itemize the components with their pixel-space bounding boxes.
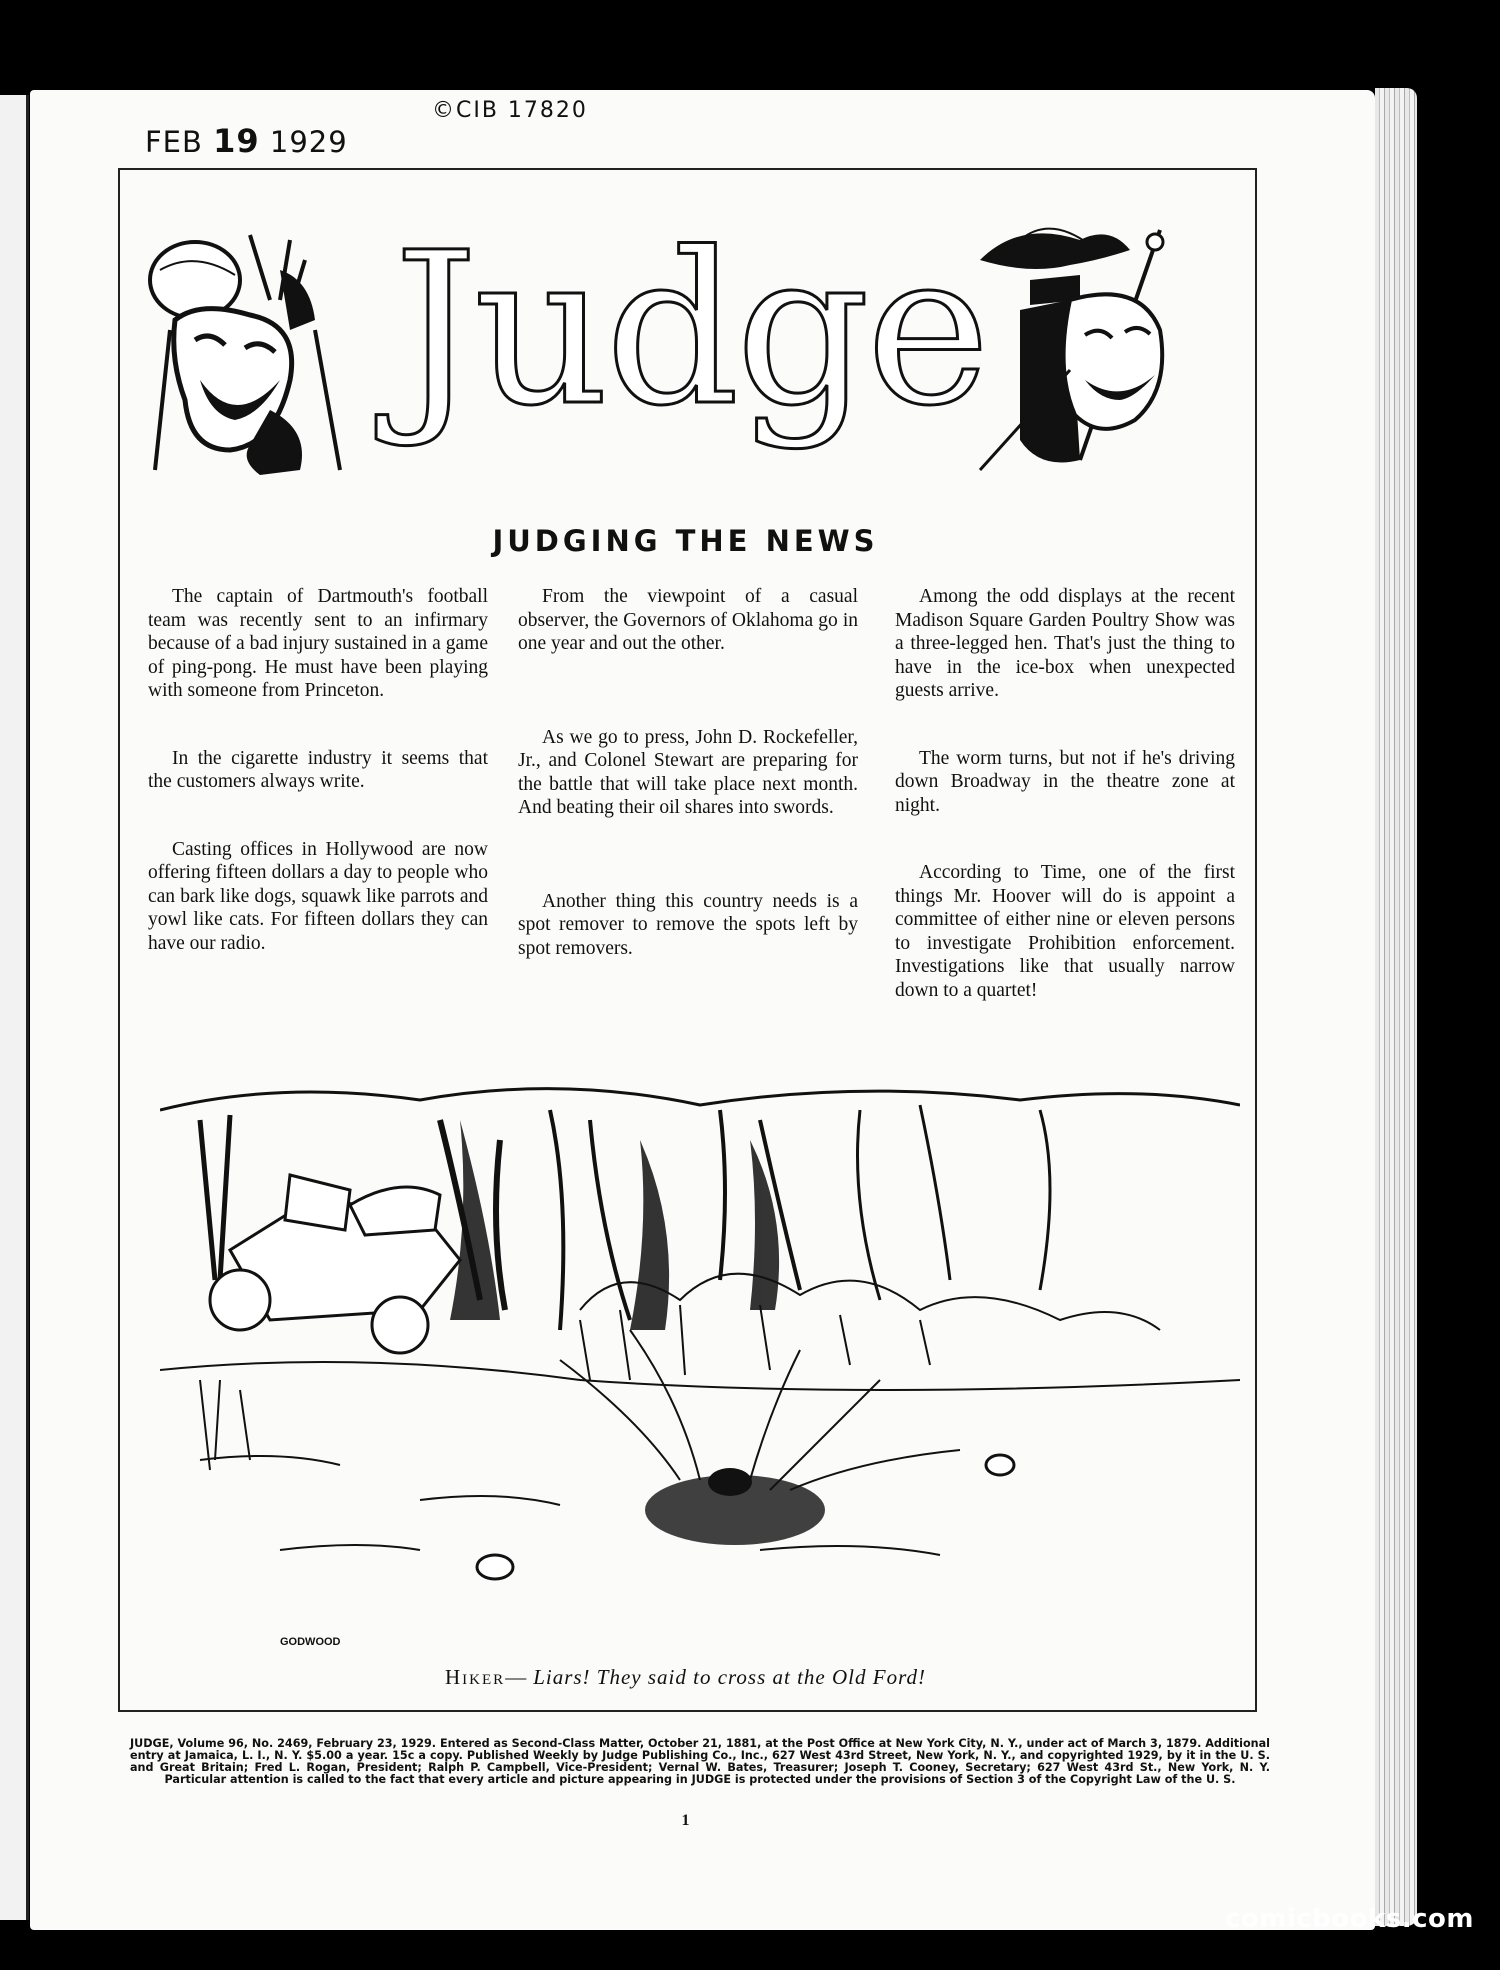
news-item: The worm turns, but not if he's driving down Broadway in the theatre zone at night. — [895, 747, 1235, 816]
stamp-year: 1929 — [269, 125, 348, 159]
section-title: JUDGING THE NEWS — [492, 524, 879, 558]
publication-notice: JUDGE, Volume 96, No. 2469, February 23, 1929. Entered as Second-Class Matter, October 21, 1881, at the Post Office at New York City, N. Y., under act of March 3, 1879. Additional entry at Jamaica, L. I., N. Y. $5.00 a year. 15c a copy. Published Weekly by Judge Publishing Co., Inc., 627 West 43rd Street, New York, N. Y., and copyrighted 1929, by it in the U. S. and Great Britain; Fred L. Rogan, President; Ralph P. Campbell, Vice-President; Vernal W. Bates, Treasurer; Joseph T. Cooney, Secretary; 627 West 43rd St., New York, N. Y. Particular attention is called to the fact that every article and picture appearing in JUDGE is protected under the provisions of Section 3 of the Copyright Law of the U. S. — [130, 1737, 1270, 1786]
news-item: As we go to press, John D. Rockefeller, Jr., and Colonel Stewart are preparing for the battle that will take place next month. And beating their oil shares into swords. — [518, 726, 858, 818]
laughing-mask-icon — [140, 230, 360, 480]
cartoon-illustration — [160, 1080, 1240, 1665]
news-item: In the cigarette industry it seems that the customers always write. — [148, 747, 488, 792]
news-column-2 — [518, 585, 858, 1030]
news-item: Another thing this country needs is a spot remover to remove the spots left by spot removers. — [518, 890, 858, 959]
news-item: The captain of Dartmouth's football team was recently sent to an infirmary because of a bad injury sustained in a game of ping-pong. He must have been playing with someone from Princeton. — [148, 586, 488, 701]
received-date-stamp — [145, 122, 348, 160]
artist-signature: GODWOOD — [280, 1636, 341, 1648]
news-column-1 — [148, 585, 488, 999]
news-item: Casting offices in Hollywood are now offering fifteen dollars a day to people who can bark like dogs, squawk like parrots and yowl like cats. For fifteen dollars they can have our radio. — [148, 838, 488, 954]
news-column-3 — [895, 585, 1235, 1046]
judge-logo: Judge — [393, 207, 987, 452]
masthead — [140, 207, 1240, 490]
stamp-month: FEB — [145, 125, 203, 159]
caption-line: Liars! They said to cross at the Old Ford! — [533, 1665, 926, 1689]
smiling-mask-icon — [960, 220, 1200, 480]
book-page-edges — [1375, 88, 1417, 1926]
previous-page-edge — [0, 95, 29, 1920]
news-item: According to Time, one of the first things Mr. Hoover will do is appoint a committee of either nine or eleven persons to investigate Prohibition enforcement. Investigations like that usually narrow down to a quartet! — [895, 862, 1235, 1001]
copyright-stamp: ©CIB 17820 — [432, 98, 588, 123]
page-number: 1 — [681, 1812, 690, 1829]
caption-speaker: Hiker — [445, 1665, 506, 1689]
stamp-day: 19 — [213, 122, 260, 160]
news-item: Among the odd displays at the recent Madison Square Garden Poultry Show was a three-legged hen. That's just the thing to have in the ice-box when unexpected guests arrive. — [895, 586, 1235, 701]
cartoon-caption: Hiker— Liars! They said to cross at the Old Ford! — [445, 1665, 926, 1689]
news-item: From the viewpoint of a casual observer, the Governors of Oklahoma go in one year and out the other. — [518, 586, 858, 654]
watermark: comicbooks.com — [1224, 1904, 1474, 1934]
